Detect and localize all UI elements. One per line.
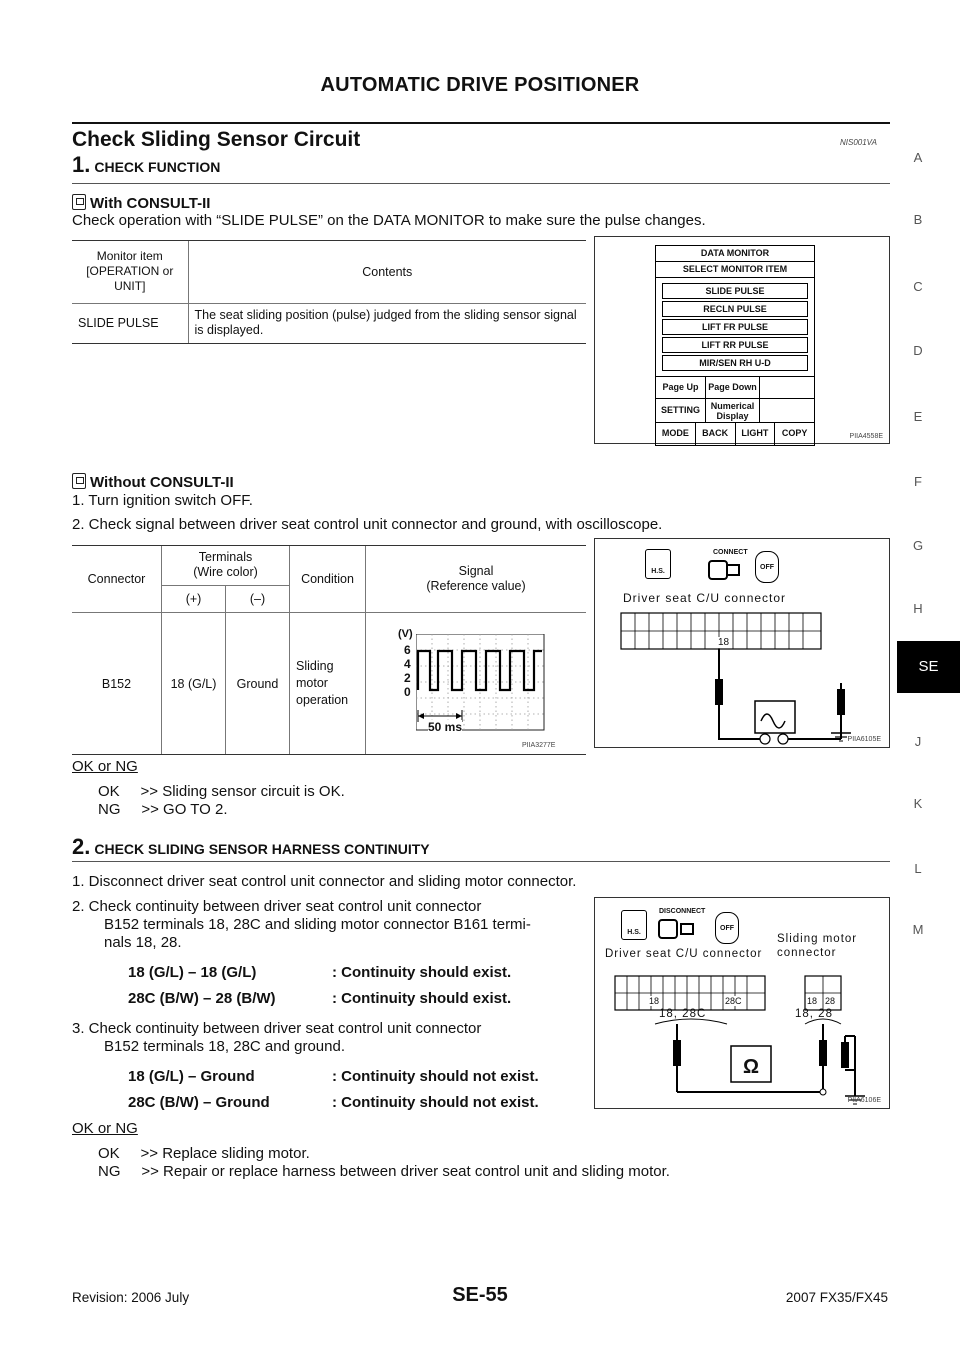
continuity-diagram [605,970,885,1108]
side-index-g[interactable]: G [912,538,924,553]
th-condition: Condition [290,546,366,613]
data-monitor-screen [655,245,815,446]
connector-figure-1 [594,538,890,748]
step2-title: CHECK SLIDING SENSOR HARNESS CONTINUITY [94,841,430,857]
dm-list [656,278,814,377]
side-index-l[interactable]: L [914,861,922,876]
side-index-h[interactable]: H [913,601,923,616]
page-title: AUTOMATIC DRIVE POSITIONER [320,74,640,96]
step2-instruction-2a: 2. Check continuity between driver seat control unit connector [72,898,482,915]
side-index-se-active[interactable]: SE [897,641,960,693]
table-cell-contents: The seat sliding position (pulse) judged from the sliding sensor signal is displayed. [194,308,577,338]
footer-page-number: SE-55 [452,1284,508,1306]
dm-page-up[interactable]: Page Up [656,377,706,399]
td-condition: Sliding motor operation [290,613,366,754]
with-consult-text: With CONSULT-II [90,195,211,212]
dm-numerical[interactable]: Numerical Display [706,399,760,423]
dm-item-mir[interactable]: MIR/SEN RH U-D [662,355,808,371]
terminals-right: 18, 28 [795,1008,833,1020]
step2-instruction-1: 1. Disconnect driver seat control unit connector and sliding motor connector. [72,873,577,890]
pin-28c-left: 28C [725,996,742,1006]
footer-revision: Revision: 2006 July [72,1290,190,1305]
step1-ng: NG >> GO TO 2. [98,801,228,818]
spec2-row2-b: : Continuity should not exist. [332,1094,539,1111]
step1-title: CHECK FUNCTION [94,159,221,175]
no-consult-icon [72,473,86,489]
spec2-row2-a: 28C (B/W) – Ground [128,1094,270,1111]
spec1-row2-b: : Continuity should exist. [332,990,512,1007]
dm-title: DATA MONITOR [656,246,814,262]
with-consult-label [72,194,210,213]
step2-okng: OK or NG [72,1120,138,1137]
connector-diagram [615,609,885,745]
step2-number: 2. [72,834,91,859]
section-title: Check Sliding Sensor Circuit [72,128,361,151]
with-consult-desc: Check operation with “SLIDE PULSE” on the DATA MONITOR to make sure the pulse changes. [72,212,706,229]
dm-item-lift-rr[interactable]: LIFT RR PULSE [662,337,808,353]
step2-rule [72,861,890,862]
hs-icon [645,549,671,579]
step1-okng: OK or NG [72,758,138,775]
step2-instruction-3a: 3. Check continuity between driver seat control unit connector [72,1020,482,1037]
footer-model: 2007 FX35/FX45 [785,1290,888,1305]
connector-figure-2 [594,897,890,1109]
connect-label: CONNECT [713,549,748,556]
th-terminals: Terminals (Wire color) [162,546,290,586]
scope-time: 50 ms [428,720,463,734]
step2-instruction-3b: B152 terminals 18, 28C and ground. [104,1038,345,1055]
dm-select: SELECT MONITOR ITEM [656,262,814,278]
dm-bottom-row [656,423,814,445]
pin-18-left: 18 [649,996,660,1006]
connector-plug-icon [705,557,745,583]
scope-tick-2: 2 [404,671,411,685]
side-index-e[interactable]: E [913,409,923,424]
step2-heading [72,834,430,860]
side-index-c[interactable]: C [913,279,923,294]
spec1-row2-a: 28C (B/W) – 28 (B/W) [128,990,276,1007]
step1-number: 1. [72,152,91,177]
motor-connector-label: Sliding motor connector [777,933,858,959]
dm-item-lift-fr[interactable]: LIFT FR PULSE [662,319,808,335]
scope-waveform [416,634,546,734]
step1-instruction-1: 1. Turn ignition switch OFF. [72,492,253,509]
step2-ng: NG >> Repair or replace harness between driver seat control unit and sliding motor. [98,1163,670,1180]
connector-label: Driver seat C/U connector [623,591,787,605]
spec1-row1-a: 18 (G/L) – 18 (G/L) [128,964,257,981]
section-code: NIS001VA [840,138,877,147]
step2-ok: OK >> Replace sliding motor. [98,1145,310,1162]
oscilloscope-graph [372,620,582,750]
scope-unit: (V) [398,628,413,640]
side-index-a[interactable]: A [913,150,923,165]
dm-mode[interactable]: MODE [656,423,696,445]
signal-table [72,545,586,755]
step2-instruction-2c: nals 18, 28. [104,934,182,951]
hs-label: H.S. [651,568,665,575]
th-connector: Connector [72,546,162,613]
side-index-m[interactable]: M [912,922,924,937]
dm-page-row [656,377,814,399]
title-rule [72,122,890,124]
dm-setting[interactable]: SETTING [656,399,706,423]
th-minus: (–) [226,586,290,613]
ignition-off-icon-2 [715,912,739,944]
th-signal: Signal (Reference value) [366,546,586,613]
table-header-contents: Contents [188,241,586,303]
spec2-row1-a: 18 (G/L) – Ground [128,1068,255,1085]
step1-heading [72,152,220,178]
dm-item-recln[interactable]: RECLN PULSE [662,301,808,317]
consult-icon [72,194,86,210]
disconnect-plug-icon [657,916,701,942]
figure2-code: PIIA6105E [847,736,881,743]
table-header-monitor-item: Monitor item [OPERATION or UNIT] [72,241,188,303]
scope-tick-6: 6 [404,643,411,657]
ignition-off-icon [755,551,779,583]
side-index-f[interactable]: F [914,474,922,489]
table-cell-slide-pulse: SLIDE PULSE [72,303,188,343]
hs-icon-2 [621,910,647,940]
off-label: OFF [760,564,774,571]
monitor-table [72,240,586,344]
terminals-left: 18, 28C [659,1008,707,1020]
td-plus: 18 (G/L) [162,613,226,754]
side-index-d[interactable]: D [913,343,923,358]
without-consult-label [72,473,234,492]
step1-instruction-2: 2. Check signal between driver seat control unit connector and ground, with oscilloscope. [72,516,663,533]
side-index-k[interactable]: K [913,796,923,811]
side-index-j[interactable]: J [914,734,922,749]
disconnect-label: DISCONNECT [659,908,706,915]
figure1-code: PIIA4558E [849,433,883,440]
off-label-2: OFF [720,925,734,932]
pin-28-right: 28 [825,996,836,1006]
td-connector: B152 [72,613,162,754]
hs-label-2: H.S. [627,929,641,936]
cu-connector-label: Driver seat C/U connector [605,948,763,960]
spec2-row1-b: : Continuity should not exist. [332,1068,539,1085]
th-plus: (+) [162,586,226,613]
step1-ok: OK >> Sliding sensor circuit is OK. [98,783,345,800]
without-consult-text: Without CONSULT-II [90,474,234,491]
dm-light[interactable]: LIGHT [736,423,776,445]
scope-tick-4: 4 [404,657,411,671]
dm-item-slide[interactable]: SLIDE PULSE [662,283,808,299]
side-index-b[interactable]: B [913,212,923,227]
step1-rule [72,183,890,184]
spec1-row1-b: : Continuity should exist. [332,964,512,981]
pin-18-label: 18 [718,637,730,648]
dm-page-down[interactable]: Page Down [706,377,760,399]
td-minus: Ground [226,613,290,754]
scope-code: PIIA3277E [522,742,556,749]
pin-18-right: 18 [807,996,818,1006]
data-monitor-figure [594,236,890,444]
dm-copy[interactable]: COPY [781,428,808,438]
ohm-meter-icon: Ω [742,1056,760,1078]
dm-setting-row [656,399,814,423]
figure3-code: PIIA6106E [847,1097,881,1104]
scope-tick-0: 0 [404,685,411,699]
step2-instruction-2b: B152 terminals 18, 28C and sliding motor connector B161 termi- [104,916,531,933]
dm-back[interactable]: BACK [696,423,736,445]
